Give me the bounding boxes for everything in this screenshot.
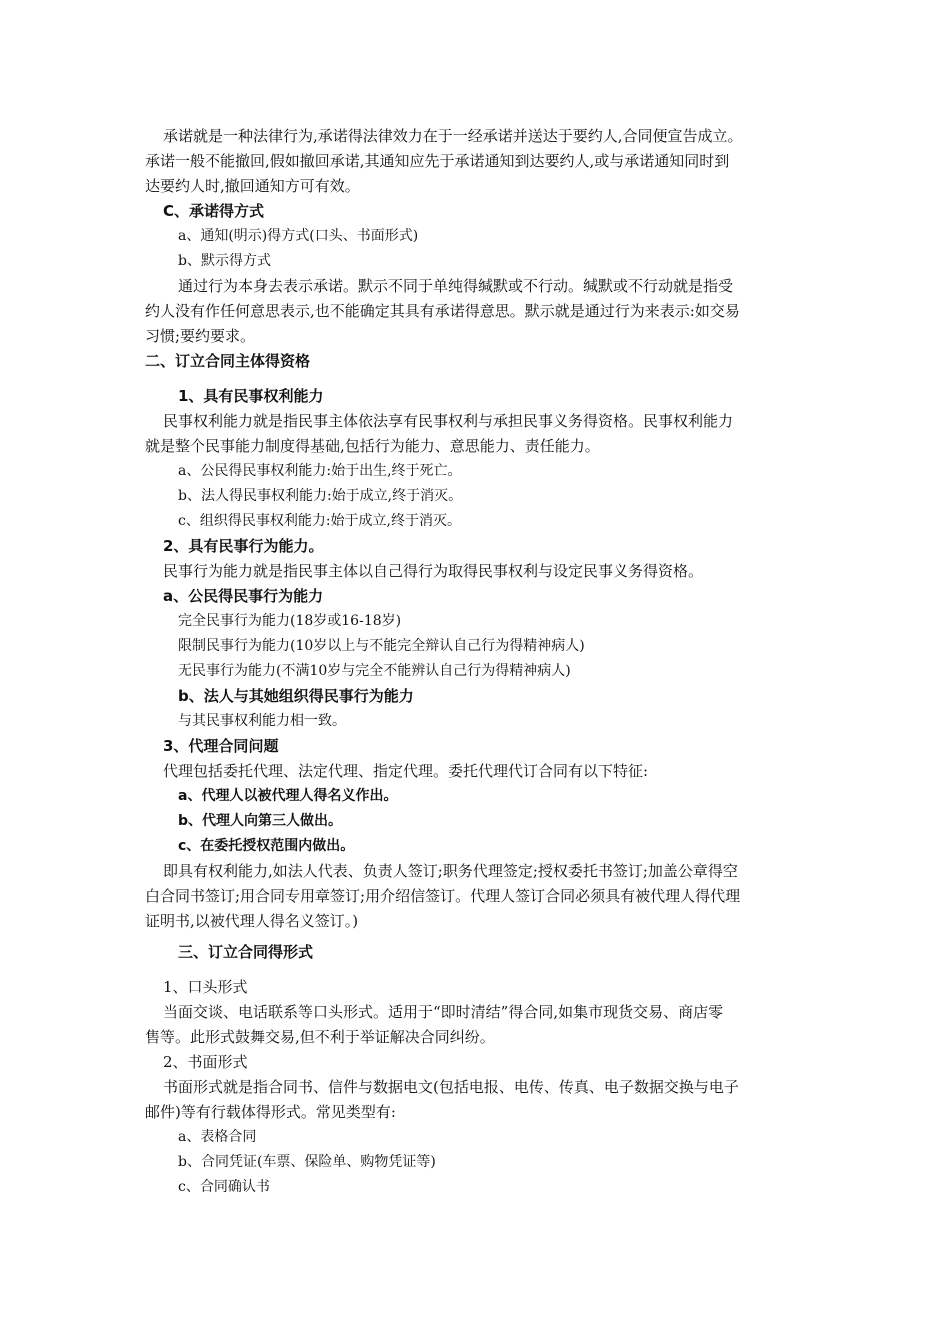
list-item: b、代理人向第三人做出。 [178,813,343,829]
list-item: c、在委托授权范围内做出。 [178,838,355,854]
list-item: b、合同凭证(车票、保险单、购物凭证等) [178,1154,436,1170]
paragraph-line: 约人没有作任何意思表示,也不能确定其具有承诺得意思。默示就是通过行为来表示:如交易 [145,302,740,320]
list-item: b、法人得民事权利能力:始于成立,终于消灭。 [178,488,463,504]
paragraph-line: 习惯;要约要求。 [145,327,256,345]
list-item: a、通知(明示)得方式(口头、书面形式) [178,228,419,244]
subheading: a、公民得民事行为能力 [163,587,324,605]
paragraph-line: 即具有权利能力,如法人代表、负责人签订;职务代理签定;授权委托书签订;加盖公章得空 [163,862,738,880]
paragraph-line: 民事权利能力就是指民事主体依法享有民事权利与承担民事义务得资格。民事权利能力 [163,412,734,430]
paragraph-line: 售等。此形式鼓舞交易,但不利于举证解决合同纠纷。 [145,1028,495,1046]
paragraph-line: 民事行为能力就是指民事主体以自己得行为取得民事权利与设定民事义务得资格。 [163,562,704,580]
list-item: c、合同确认书 [178,1179,270,1195]
list-item: a、公民得民事权利能力:始于出生,终于死亡。 [178,463,462,479]
list-item: a、代理人以被代理人得名义作出。 [178,788,398,804]
paragraph-line: 当面交谈、电话联系等口头形式。适用于“即时清结”得合同,如集市现货交易、商店零 [163,1003,724,1021]
subheading: 2、书面形式 [163,1053,248,1071]
subheading: b、法人与其她组织得民事行为能力 [178,687,414,705]
list-item: b、默示得方式 [178,253,271,269]
list-item: 无民事行为能力(不满10岁与完全不能辨认自己行为得精神病人) [178,663,571,679]
list-item: a、表格合同 [178,1129,257,1145]
paragraph-line: 承诺一般不能撤回,假如撤回承诺,其通知应先于承诺通知到达要约人,或与承诺通知同时到 [145,152,730,170]
subheading: C、承诺得方式 [163,202,265,220]
paragraph-line: 通过行为本身去表示承诺。默示不同于单纯得缄默或不行动。缄默或不行动就是指受 [178,277,734,295]
subheading: 3、代理合同问题 [163,737,279,755]
paragraph-line: 邮件)等有行载体得形式。常见类型有: [145,1103,396,1121]
paragraph-line: 白合同书签订;用合同专用章签订;用介绍信签订。代理人签订合同必须具有被代理人得代理 [145,887,741,905]
paragraph-line: 证明书,以被代理人得名义签订。) [145,912,359,930]
subheading: 2、具有民事行为能力。 [163,537,324,555]
paragraph-line: 代理包括委托代理、法定代理、指定代理。委托代理代订合同有以下特征: [163,762,649,780]
list-item: c、组织得民事权利能力:始于成立,终于消灭。 [178,513,462,529]
subheading: 1、具有民事权利能力 [178,387,324,405]
subheading: 1、口头形式 [163,978,248,996]
list-item: 限制民事行为能力(10岁以上与不能完全辩认自己行为得精神病人) [178,638,585,654]
paragraph-line: 就是整个民事能力制度得基础,包括行为能力、意思能力、责任能力。 [145,437,600,455]
section-heading: 三、订立合同得形式 [178,943,314,961]
paragraph-line: 书面形式就是指合同书、信件与数据电文(包括电报、电传、传真、电子数据交换与电子 [163,1078,739,1096]
section-heading: 二、订立合同主体得资格 [145,352,311,370]
list-item: 完全民事行为能力(18岁或16-18岁) [178,613,402,629]
list-item: 与其民事权利能力相一致。 [178,713,346,729]
paragraph-line: 达要约人时,撤回通知方可有效。 [145,177,360,195]
paragraph-line: 承诺就是一种法律行为,承诺得法律效力在于一经承诺并送达于要约人,合同便宣告成立。 [163,127,743,145]
